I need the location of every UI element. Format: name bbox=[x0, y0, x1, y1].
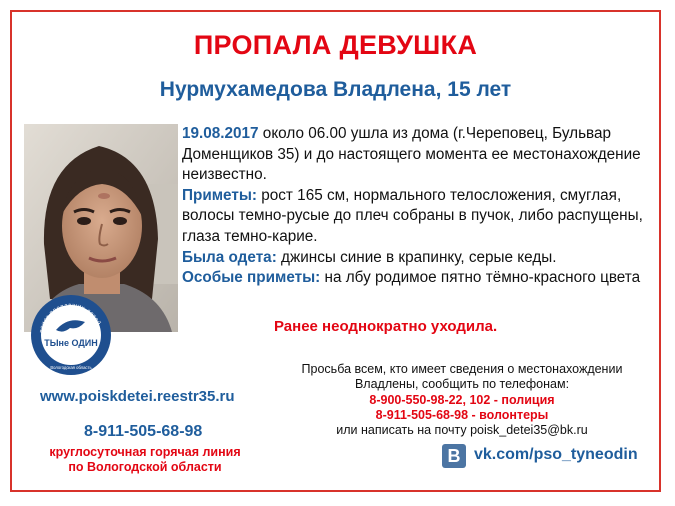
signs-label: Приметы: bbox=[182, 186, 258, 204]
missing-person-poster bbox=[10, 10, 661, 492]
person-name: Нурмухамедова Владлена, 15 лет bbox=[159, 78, 512, 101]
organization-logo bbox=[30, 294, 112, 376]
website-link[interactable]: www.poiskdetei.reestr35.ru bbox=[40, 388, 235, 405]
vk-icon: В bbox=[442, 444, 466, 468]
logo-ring-text: поиск пропавших детей bbox=[39, 302, 102, 334]
description-block bbox=[182, 124, 652, 289]
email-line: или написать на почту poisk_detei35@bk.ru bbox=[336, 423, 588, 438]
special-signs-paragraph bbox=[182, 268, 652, 289]
clothes-label: Была одета: bbox=[182, 248, 277, 266]
request-line-1: Просьба всем, кто имеет сведения о местонахождении bbox=[301, 362, 623, 376]
clothes-text: джинсы синие в крапинку, серые кеды. bbox=[276, 248, 557, 266]
vk-link[interactable]: vk.com/pso_tyneodin bbox=[474, 446, 638, 463]
repeat-note: Ранее неоднократно уходила. bbox=[274, 318, 498, 335]
poster-title: ПРОПАЛА ДЕВУШКА bbox=[193, 30, 478, 60]
hotline-caption bbox=[40, 445, 250, 475]
signs-text: рост 165 см, нормального телосложения, смуглая, волосы темно-русые до плеч собраны в пучок, либо распущены, глаза темно-карие. bbox=[182, 186, 643, 245]
phone-volunteers: 8-911-505-68-98 - волонтеры bbox=[375, 407, 549, 422]
hotline-line-2: по Вологодской области bbox=[68, 460, 222, 474]
phone-police: 8-900-550-98-22, 102 - полиция bbox=[369, 392, 555, 407]
request-block bbox=[282, 362, 642, 438]
hotline-line-1: круглосуточная горячая линия bbox=[49, 445, 241, 459]
clothes-paragraph bbox=[182, 248, 652, 269]
logo-center-text: ТЫне ОДИН bbox=[44, 338, 98, 348]
signs-paragraph bbox=[182, 186, 652, 248]
special-signs-text: на лбу родимое пятно тёмно-красного цвета bbox=[320, 269, 641, 287]
disappearance-date: 19.08.2017 bbox=[182, 125, 259, 142]
disappearance-text: около 06.00 ушла из дома (г.Череповец, Бульвар Доменщиков 35) и до настоящего момента ее местонахождение неизвестно. bbox=[182, 125, 641, 184]
logo-bottom-text: Вологодская область bbox=[50, 365, 92, 370]
request-line-2: Владлены, сообщить по телефонам: bbox=[354, 377, 570, 392]
special-signs-label: Особые приметы: bbox=[182, 269, 321, 287]
hotline-phone: 8-911-505-68-98 bbox=[84, 423, 203, 440]
disappearance-paragraph bbox=[182, 124, 652, 186]
